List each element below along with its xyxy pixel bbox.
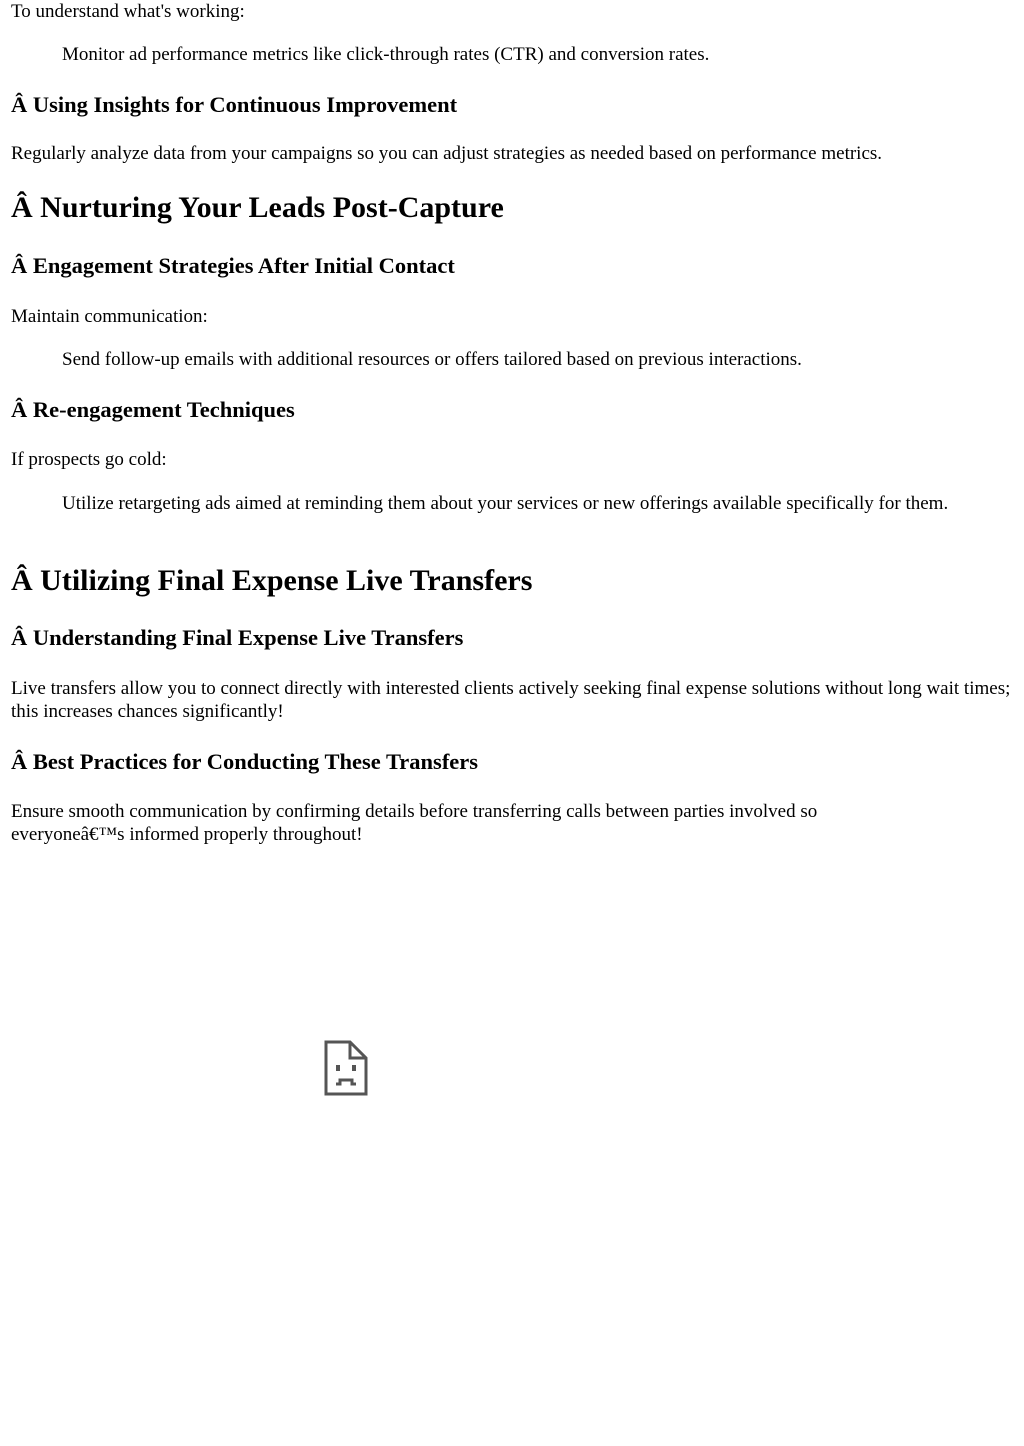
- best-practices-paragraph: Ensure smooth communication by confirming details before transferring calls between parties involved so everyoneâ€™s informed properly throughout!: [11, 801, 818, 845]
- heading-best-practices: Â Best Practices for Conducting These Transfers: [11, 749, 479, 774]
- intro-text: To understand what's working:: [11, 1, 245, 22]
- retargeting-list-item: Utilize retargeting ads aimed at reminding them about your services or new offerings available specifically for them.: [62, 493, 949, 514]
- heading-engagement-strategies: Â Engagement Strategies After Initial Contact: [11, 253, 455, 278]
- heading-using-insights: Â Using Insights for Continuous Improvement: [11, 92, 458, 117]
- heading-final-expense-transfers: Â Utilizing Final Expense Live Transfers: [11, 564, 533, 597]
- understanding-paragraph: Live transfers allow you to connect directly with interested clients actively seeking final expense solutions without long wait times; this increases chances significantly!: [11, 678, 1011, 722]
- heading-understanding-transfers: Â Understanding Final Expense Live Transfers: [11, 625, 464, 650]
- insights-paragraph: Regularly analyze data from your campaigns so you can adjust strategies as needed based on performance metrics.: [11, 143, 883, 164]
- engagement-paragraph: Maintain communication:: [11, 306, 208, 327]
- heading-nurturing-leads: Â Nurturing Your Leads Post-Capture: [11, 191, 504, 224]
- heading-re-engagement: Â Re-engagement Techniques: [11, 397, 295, 422]
- follow-up-list-item: Send follow-up emails with additional resources or offers tailored based on previous interactions.: [62, 349, 802, 370]
- re-engagement-paragraph: If prospects go cold:: [11, 449, 167, 470]
- monitor-list-item: Monitor ad performance metrics like click-through rates (CTR) and conversion rates.: [62, 44, 710, 65]
- broken-image-icon: [323, 1039, 369, 1097]
